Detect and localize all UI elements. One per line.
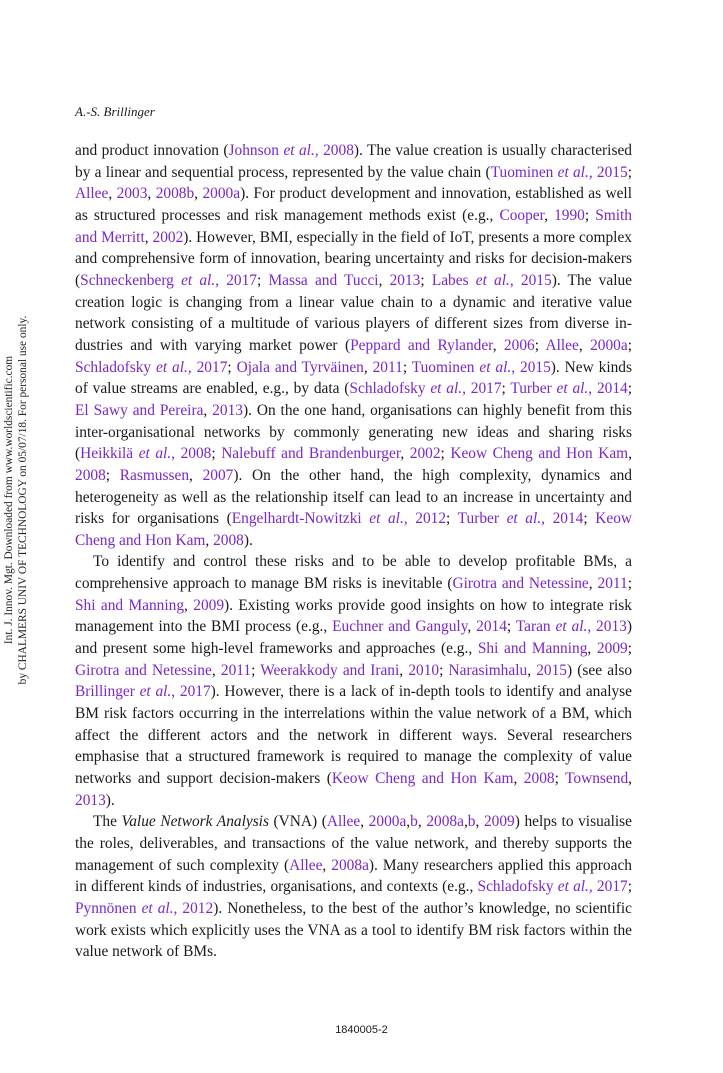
text-run: , [189,466,203,484]
text-run: , [211,661,221,679]
citation-link[interactable]: , 2017 [187,358,228,376]
citation-link[interactable]: et al. [156,358,188,376]
text-run: ; [627,380,633,398]
text-run: ; [506,618,516,636]
text-run: ). However, BMI, especially in the field of IoT, presents a more complex and comprehensive form of innovation, bearing uncertainty and risks for decision-makers ( [75,228,632,289]
citation-link[interactable]: 2014 [476,618,507,636]
text-run: , [108,185,117,203]
text-run: , [144,228,153,246]
citation-link[interactable]: , 2017 [171,683,211,701]
text-run: ). For product development and innovation, established as well as structured processes and risk management methods exist (e.g., [75,185,632,224]
text-run: ; [227,358,237,376]
text-run: ; [256,271,269,289]
citation-link[interactable]: Keow Cheng and Hon Kam [75,510,633,549]
text-run: ; [501,380,511,398]
text-run: ; [627,640,632,658]
text-run: ) and present some high-level frameworks and approaches (e.g., [75,618,632,658]
citation-link[interactable]: 2015 [536,661,567,679]
citation-link[interactable]: , 2008 [314,142,354,159]
citation-link[interactable]: , 2017 [462,380,502,398]
citation-link[interactable]: 2002 [409,445,441,463]
citation-link[interactable]: 2008a [331,856,369,874]
citation-link[interactable]: , 2015 [509,271,552,289]
citation-link[interactable]: Heikkilä [80,445,139,463]
citation-link[interactable]: Cooper [499,206,545,224]
citation-link[interactable]: et al. [506,510,542,528]
citation-link[interactable]: Allee [75,185,109,203]
citation-link[interactable]: El Sawy and Pereira [75,401,204,419]
citation-link[interactable]: 2007 [202,466,234,484]
text-run: ; [420,271,432,289]
citation-link[interactable]: et al. [283,142,315,159]
text-run: and product innovation ( [75,142,229,159]
citation-link[interactable]: Massa and Tucci [268,271,379,289]
citation-link[interactable]: Narasimhalu [448,661,528,679]
citation-link[interactable]: et al. [369,510,404,528]
text-run: , [578,336,591,354]
text-run: , [406,813,411,831]
text-run: , [194,185,203,203]
citation-link[interactable]: 2008 [523,770,555,788]
citation-link[interactable]: Schladofsky [349,380,431,398]
download-notice-line-1: Int. J. Innov. Mgt. Downloaded from www.worldscientific.com [3,355,15,645]
citation-link[interactable]: Schladofsky [477,878,558,896]
citation-link[interactable]: , 2013 [587,618,627,636]
citation-link[interactable]: b [467,813,476,831]
citation-link[interactable]: 2009 [193,596,225,614]
text-run: ). The value creation is usually characterised by a linear and sequential process, represented by the value chain ( [75,142,632,181]
text-run: The [93,813,122,831]
citation-link[interactable]: Labes [431,271,476,289]
citation-link[interactable]: Tuominen [411,358,480,376]
text-run: ; [554,770,566,788]
text-run: ; [402,358,412,376]
paragraph-3 [75,811,632,963]
text-run: ; [440,445,451,463]
text-run: ). On the other hand, the high complexity, dynamics and heterogeneity as well as the relationship itself can lead to an increase in uncertainty and risks for organisations ( [75,466,632,528]
text-run: , [527,661,537,679]
text-run: , [628,445,632,463]
citation-link[interactable]: , 2017 [215,271,257,289]
citation-link[interactable]: Johnson [228,142,284,159]
citation-link[interactable]: 2009 [483,813,515,831]
citation-link[interactable]: Schladofsky [75,358,156,376]
citation-link[interactable]: Schneckenberg [80,271,182,289]
text-run: ; [211,445,222,463]
text-run: ; [583,510,596,528]
citation-link[interactable]: 2011 [597,575,628,593]
text-run: , [417,813,427,831]
text-run: , [363,358,373,376]
citation-link[interactable]: Girotra and Netessine [75,661,212,679]
text-run: ). On the one hand, organisations can highly benefit from this inter-organisational networks by commonly generating new ideas and sharing risks ( [75,401,632,463]
paragraph-2 [75,551,632,811]
citation-link[interactable]: 2008 [75,466,106,484]
download-notice-line-2: by CHALMERS UNIV OF TECHNOLOGY on 05/07/18. For personal use only. [16,315,29,685]
citation-link[interactable]: 2013 [75,791,106,809]
citation-link[interactable]: Turber [510,380,557,398]
text-run: ) helps to visualise the roles, deliverables, and transactions of the value network, and thereby supports the management of such complexity ( [75,813,632,874]
text-run: , [587,640,597,658]
citation-link[interactable]: 2008 [213,531,244,549]
text-run: ; [584,206,596,224]
citation-link[interactable]: 2011 [372,358,403,376]
text-run: ; [627,163,632,181]
citation-link[interactable]: Turber [457,510,507,528]
citation-link[interactable]: et al. [138,445,172,463]
citation-link[interactable]: 2000a [590,336,628,354]
body-text [75,140,632,963]
text-run: ; [627,336,632,354]
citation-link[interactable]: 2000a [368,813,407,831]
citation-link[interactable]: 2000a [202,185,241,203]
text-run: , [475,813,484,831]
text-run: ). The value creation logic is changing from a linear value chain to a dynamic and iterative value network consisting of a multitude of various players of different sizes from diverse industries and with varying market power ( [75,271,632,354]
text-run: , [467,618,477,636]
citation-link[interactable]: Rasmussen [119,466,190,484]
text-run: ). Many researchers applied this approach in different kinds of industries, organisations, and contexts (e.g., [75,856,632,896]
citation-link[interactable]: et al. [556,380,589,398]
citation-link[interactable]: 2008a [426,813,464,831]
text-run: , [360,813,369,831]
citation-link[interactable]: Girotra and Netessine [452,575,589,593]
citation-link[interactable]: Engelhardt-Nowitzki [231,510,370,528]
text-run: ). Nonetheless, to the best of the author’s knowledge, no scientific work exists which explicitly uses the VNA as a tool to identify BM risk factors within the value network of BMs. [75,899,632,961]
citation-link[interactable]: , 2015 [588,163,628,181]
citation-link[interactable]: et al. [557,163,589,181]
running-head: A.-S. Brillinger [75,104,155,119]
citation-link[interactable]: 2008b [155,185,195,203]
citation-link[interactable]: et al. [555,618,588,636]
text-run: ; [627,878,632,896]
citation-link[interactable]: Pynnönen [75,899,142,917]
citation-link[interactable]: , 2012 [173,899,214,917]
citation-link[interactable]: Allee [289,856,323,874]
citation-link[interactable]: Keow Cheng and Hon Kam [331,770,514,788]
citation-link[interactable]: Nalebuff and Brandenburger [221,445,401,463]
citation-link[interactable]: 1990 [554,206,585,224]
citation-link[interactable]: , 2014 [541,510,584,528]
citation-link[interactable]: b [410,813,418,831]
text-run: ; [446,510,458,528]
citation-link[interactable]: et al. [479,358,512,376]
citation-link[interactable]: et al. [181,271,216,289]
citation-link[interactable]: 2013 [389,271,421,289]
text-run: (VNA) ( [268,813,327,831]
citation-link[interactable]: , 2008 [171,445,212,463]
text-run: ). New kinds of value streams are enabled, e.g., by data ( [75,358,632,398]
text-run: , [544,206,555,224]
citation-link[interactable]: Allee [326,813,361,831]
citation-link[interactable]: Shi and Manning [75,596,185,614]
citation-link[interactable]: 2011 [220,661,252,679]
citation-link[interactable]: Allee [545,336,579,354]
text-run: ). [243,531,253,549]
citation-link[interactable]: Ojala and Tyrväinen [236,358,364,376]
citation-link[interactable]: 2003 [116,185,148,203]
text-run: , [492,336,504,354]
citation-link[interactable]: et al. [475,271,510,289]
emphasis-text: Value Network Analysis [121,813,269,831]
citation-link[interactable]: , 2014 [588,380,628,398]
citation-link[interactable]: 2013 [212,401,243,419]
citation-link[interactable]: Peppard and Rylander [350,336,493,354]
citation-link[interactable]: Taran [515,618,556,636]
citation-link[interactable]: 2006 [503,336,535,354]
citation-link[interactable]: 2002 [152,228,184,246]
text-run: ; [105,466,120,484]
text-run: ; [534,336,546,354]
text-run: ; [251,661,261,679]
text-run: , [513,770,524,788]
text-run: To identify and control these risks and to be able to develop profitable BMs, a comprehensive approach to manage BM risks is inevitable ( [75,553,632,593]
text-run: ). [105,791,115,809]
text-run: ; [439,661,449,679]
text-run: ). However, there is a lack of in-depth tools to identify and analyse BM risk factors occurring in the interrelations within the value network of a BM, which affect the different actors and the network in different ways. Several researchers emphasise that a structured framework is required to manage the complexity of value networks and support decision-makers ( [75,683,632,788]
citation-link[interactable]: , 2012 [403,510,447,528]
citation-link[interactable]: Euchner and Ganguly [332,618,468,636]
text-run: , [399,661,409,679]
text-run: ) (see also [567,661,633,679]
citation-link[interactable]: Shi and Manning [477,640,588,658]
citation-link[interactable]: Keow Cheng and Hon Kam [450,445,629,463]
citation-link[interactable]: Tuominen [490,163,558,181]
text-run: , [588,575,598,593]
download-notice [3,310,30,690]
text-run: , [322,856,332,874]
citation-link[interactable]: Weerakkody and Irani [260,661,400,679]
citation-link[interactable]: 2010 [408,661,440,679]
citation-link[interactable]: 2009 [596,640,628,658]
paragraph-1 [75,140,632,551]
text-run: , [205,531,214,549]
text-run: , [400,445,410,463]
citation-link[interactable]: Brillinger [75,683,140,701]
citation-link[interactable]: et al. [139,683,172,701]
text-run: , [463,813,468,831]
citation-link[interactable]: et al. [430,380,463,398]
text-run: ). Existing works provide good insights on how to integrate risk management into the BMI process (e.g., [75,596,632,636]
text-run: , [628,770,632,788]
text-run: , [147,185,156,203]
text-run: , [378,271,390,289]
citation-link[interactable]: Smith and Merritt [75,206,632,246]
citation-link[interactable]: et al. [557,878,589,896]
text-run: , [203,401,213,419]
citation-link[interactable]: , 2015 [511,358,551,376]
page-number: 1840005-2 [335,1024,388,1036]
citation-link[interactable]: , 2017 [588,878,628,896]
citation-link[interactable]: Townsend [565,770,629,788]
text-run: ; [627,575,632,593]
citation-link[interactable]: et al. [141,899,174,917]
text-run: , [184,596,194,614]
